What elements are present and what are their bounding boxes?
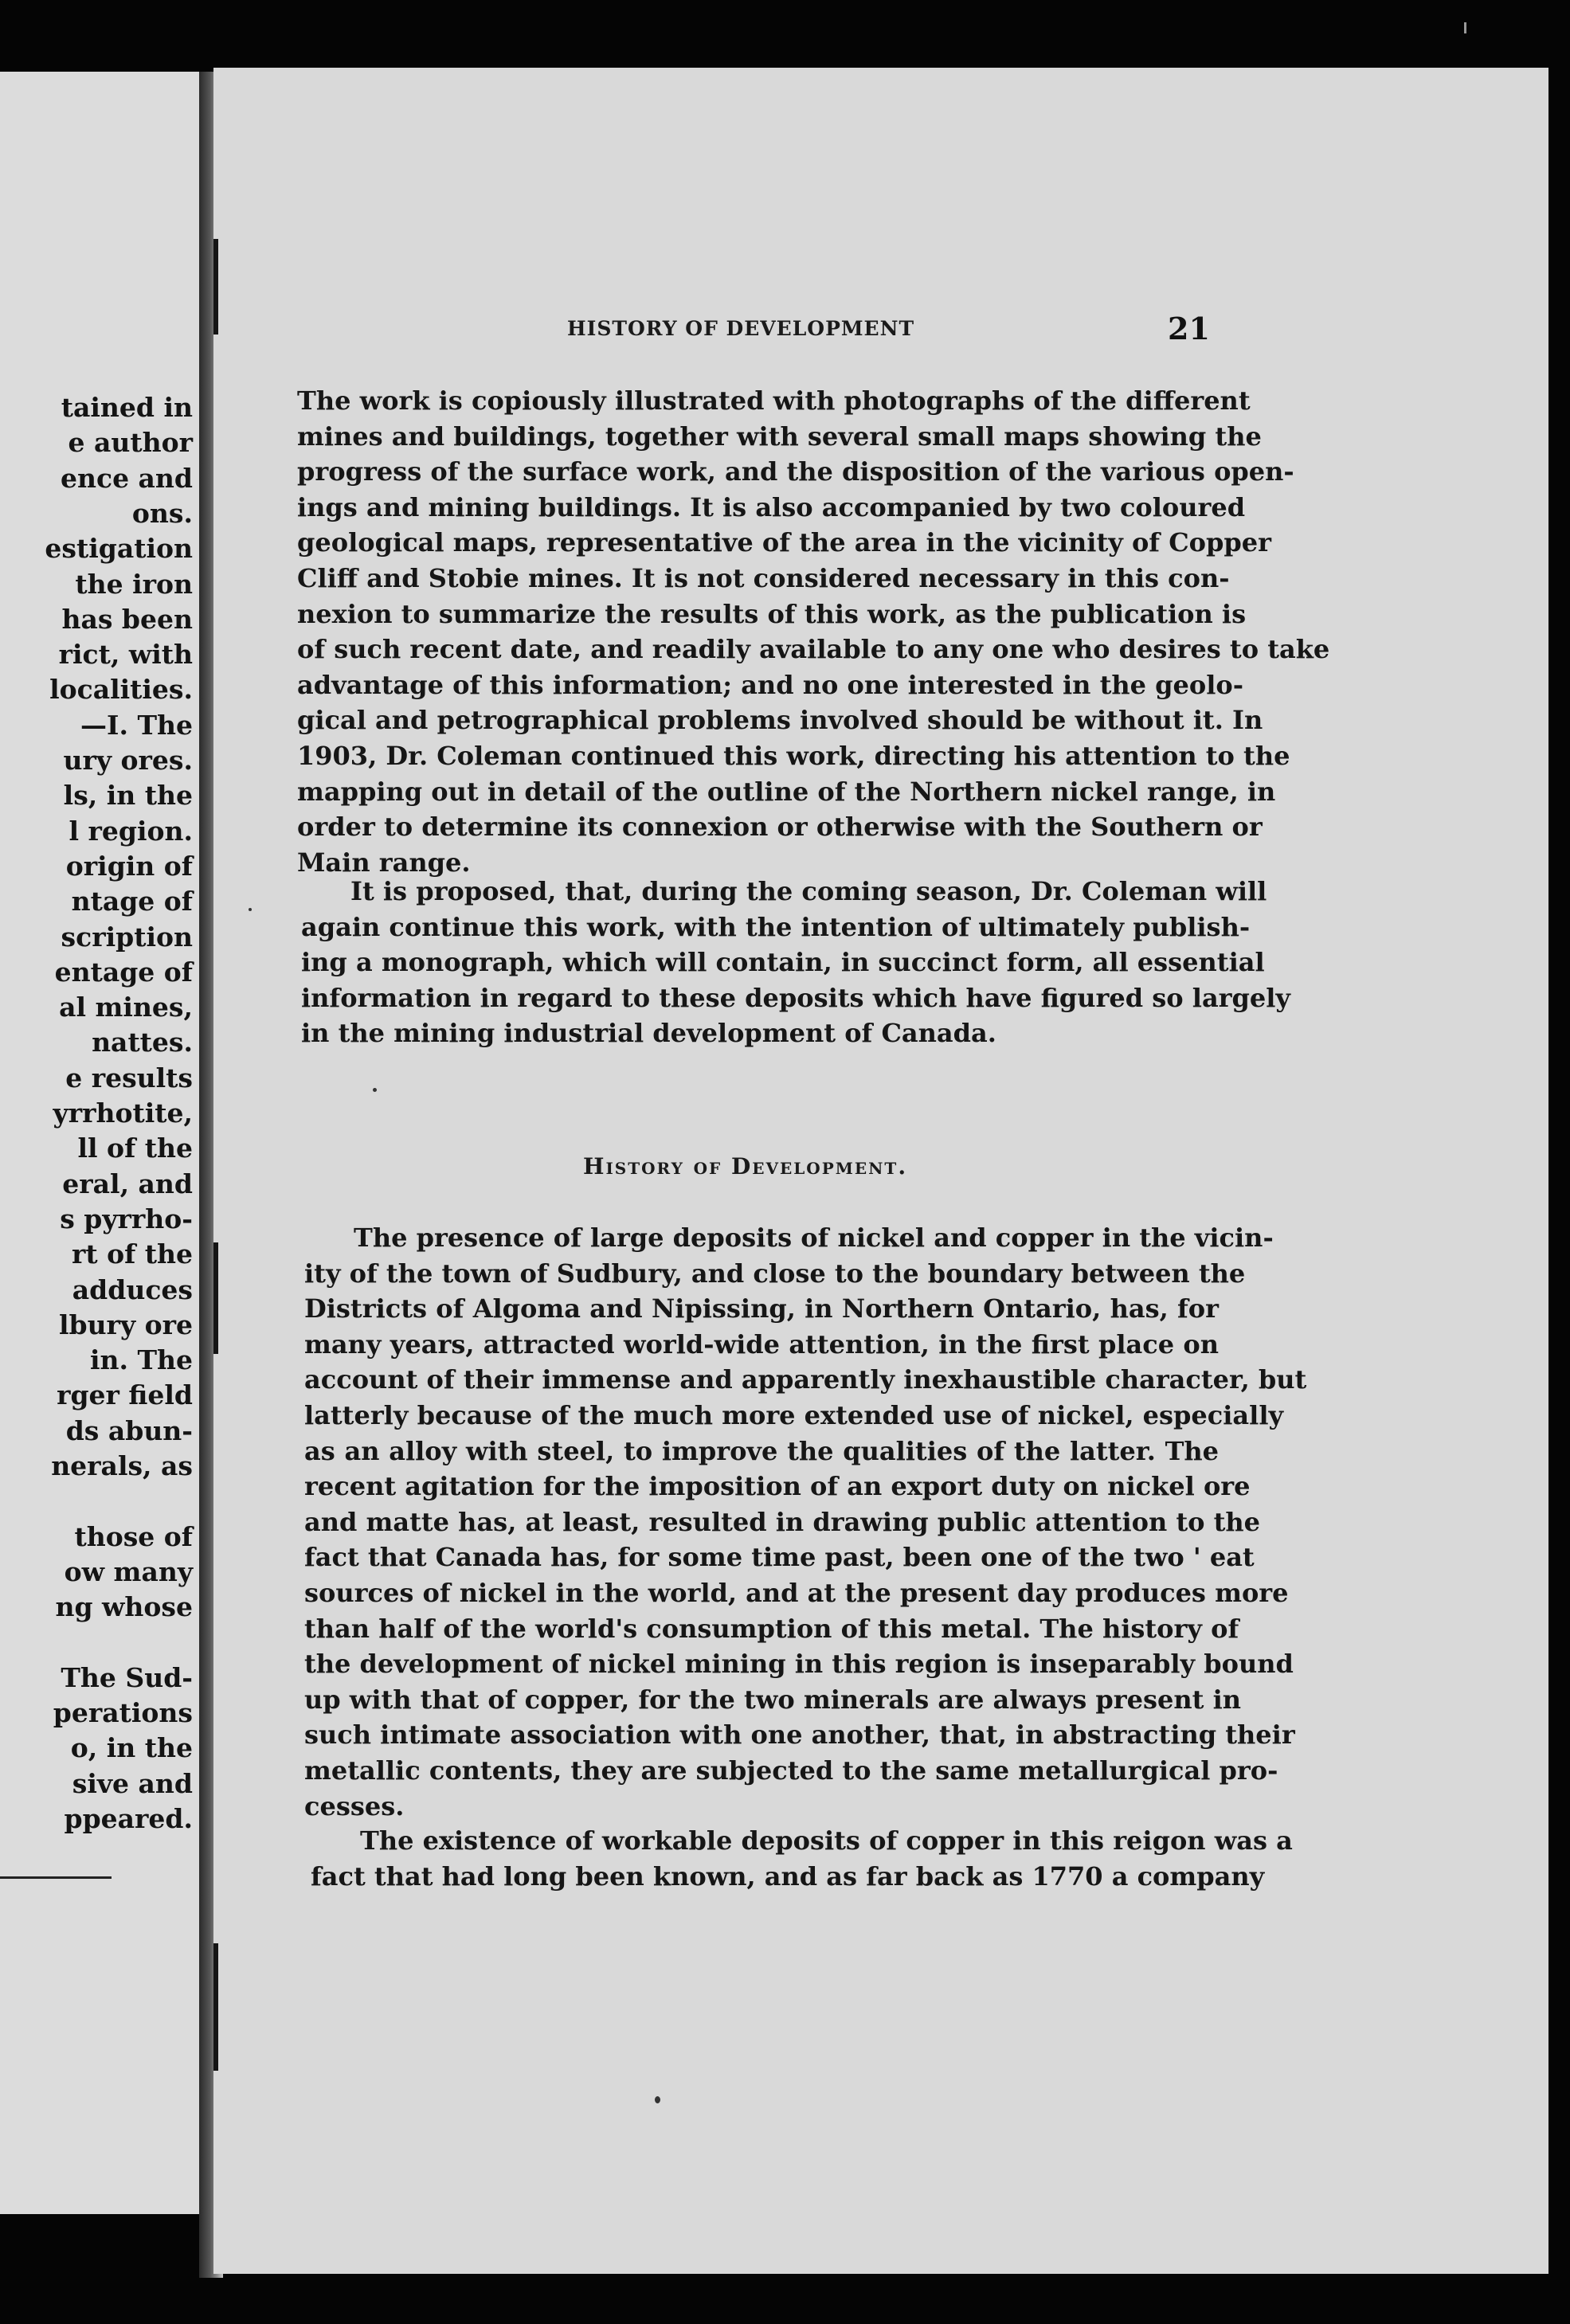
left-page-fragment: ence and [60, 462, 193, 494]
paragraph-1-line: The work is copiously illustrated with photographs of the different [297, 385, 1251, 416]
left-page-fragment: entage of [54, 956, 193, 988]
spine-mark [213, 1943, 218, 2071]
left-page-fragment: nerals, as [51, 1450, 193, 1481]
paragraph-3-line: recent agitation for the imposition of an export duty on nickel ore [304, 1471, 1251, 1502]
paragraph-3-line: cesses. [304, 1790, 405, 1821]
paragraph-2-line: in the mining industrial development of Canada. [301, 1018, 996, 1049]
paragraph-3-line: fact that Canada has, for some time past, been one of the two ' eat [304, 1542, 1255, 1573]
spine-mark [213, 1242, 218, 1354]
left-page-fragment: yrrhotite, [53, 1097, 193, 1129]
paragraph-4-line: The existence of workable deposits of copper in this reigon was a [360, 1825, 1293, 1856]
left-page-fragment: eral, and [62, 1168, 193, 1199]
left-page-fragment: e results [65, 1062, 193, 1094]
paragraph-3-line: account of their immense and apparently inexhaustible character, but [304, 1364, 1307, 1395]
section-title: History of Development. [583, 1153, 908, 1180]
left-page-fragment: tained in [61, 392, 193, 423]
paragraph-2-line: ing a monograph, which will contain, in succinct form, all essential [301, 947, 1265, 978]
paragraph-1-line: 1903, Dr. Coleman continued this work, directing his attention to the [297, 741, 1290, 771]
left-page-fragment: nattes. [92, 1027, 193, 1058]
left-page-fragment: ow many [64, 1555, 193, 1587]
left-page-fragment: sive and [72, 1767, 193, 1799]
left-page-fragment: e author [68, 427, 193, 459]
left-page-fragment: lbury ore [58, 1309, 193, 1340]
paragraph-3-line: ity of the town of Sudbury, and close to the boundary between the [304, 1258, 1246, 1289]
paragraph-1-line: mines and buildings, together with several small maps showing the [297, 421, 1262, 452]
paragraph-1-line: advantage of this information; and no one interested in the geolo- [297, 669, 1243, 700]
left-page-fragment: the iron [75, 568, 193, 600]
paragraph-3-line: as an alloy with steel, to improve the qualities of the latter. The [304, 1435, 1219, 1466]
ink-speck [373, 1088, 377, 1092]
left-page-fragment: has been [61, 603, 193, 635]
left-page-fragment: in. The [89, 1344, 193, 1376]
left-page-fragment: ds abun- [65, 1414, 193, 1446]
paragraph-3-line: The presence of large deposits of nickel and copper in the vicin- [354, 1223, 1274, 1253]
left-page-fragment: ntage of [71, 886, 193, 917]
paragraph-1-line: Main range. [297, 847, 471, 878]
left-page-fragment: scription [61, 921, 193, 953]
paragraph-3-line: many years, attracted world-wide attention, in the first place on [304, 1328, 1219, 1360]
paragraph-1-line: gical and petrographical problems involved should be without it. In [297, 705, 1263, 736]
left-page-fragment: l region. [69, 815, 193, 847]
paragraph-3-line: up with that of copper, for the two minerals are always present in [304, 1684, 1241, 1715]
left-page-fragment: rger field [57, 1379, 193, 1411]
paragraph-1-line: ings and mining buildings. It is also accompanied by two coloured [297, 491, 1246, 522]
paragraph-2-line: information in regard to these deposits which have figured so largely [301, 982, 1291, 1013]
left-page-fragment: ons. [131, 497, 193, 529]
paragraph-3-line: Districts of Algoma and Nipissing, in Northern Ontario, has, for [304, 1293, 1219, 1324]
left-page-fragment: localities. [49, 674, 193, 706]
paragraph-3-line: and matte has, at least, resulted in drawing public attention to the [304, 1506, 1261, 1537]
footnote-rule [0, 1876, 112, 1879]
left-page-fragment [0, 1484, 193, 1519]
left-page-fragment: those of [74, 1520, 193, 1552]
left-page-fragment: s pyrrho- [60, 1203, 193, 1234]
left-page-fragment: al mines, [59, 992, 193, 1023]
ink-speck [249, 908, 252, 911]
paragraph-1-line: of such recent date, and readily available to any one who desires to take [297, 634, 1330, 665]
running-head: HISTORY OF DEVELOPMENT [567, 317, 915, 340]
paragraph-2-line: It is proposed, that, during the coming season, Dr. Coleman will [350, 876, 1267, 906]
left-page-fragment: perations [53, 1697, 193, 1729]
paragraph-1-line: geological maps, representative of the area in the vicinity of Copper [297, 527, 1271, 558]
left-page-fragment: rt of the [71, 1238, 193, 1270]
spine-mark [213, 239, 218, 335]
ink-speck [655, 2096, 660, 2103]
left-page-fragment [0, 1626, 193, 1661]
scan-artifact [1464, 22, 1466, 33]
paragraph-3-line: metallic contents, they are subjected to the same metallurgical pro- [304, 1755, 1278, 1786]
paragraph-4-line: fact that had long been known, and as far back as 1770 a company [311, 1860, 1265, 1892]
left-page-fragment: origin of [65, 850, 193, 882]
left-page-fragment: ury ores. [63, 745, 193, 776]
left-page-fragment: ppeared. [64, 1803, 193, 1834]
left-page-fragment: ng whose [55, 1591, 193, 1623]
left-page-fragment: o, in the [70, 1732, 193, 1764]
paragraph-1-line: progress of the surface work, and the disposition of the various open- [297, 456, 1294, 487]
paragraph-3-line: than half of the world's consumption of this metal. The history of [304, 1613, 1239, 1644]
paragraph-3-line: such intimate association with one another, that, in abstracting their [304, 1720, 1295, 1751]
left-page-fragment: The Sud- [61, 1661, 193, 1693]
left-page-fragment: adduces [72, 1274, 193, 1305]
left-page-fragment: ls, in the [63, 780, 193, 812]
paragraph-1-line: mapping out in detail of the outline of the Northern nickel range, in [297, 776, 1276, 807]
paragraph-3-line: the development of nickel mining in this region is inseparably bound [304, 1649, 1294, 1680]
paragraph-3-line: sources of nickel in the world, and at the present day produces more [304, 1578, 1289, 1608]
paragraph-1-line: order to determine its connexion or otherwise with the Southern or [297, 812, 1263, 843]
left-page-fragment: estigation [45, 533, 193, 565]
paragraph-2-line: again continue this work, with the intention of ultimately publish- [301, 911, 1251, 942]
left-page-fragment: —I. The [80, 709, 193, 741]
left-page-fragment: ll of the [77, 1133, 193, 1164]
page-number: 21 [1168, 311, 1210, 346]
paragraph-1-line: Cliff and Stobie mines. It is not considered necessary in this con- [297, 563, 1230, 593]
paragraph-1-line: nexion to summarize the results of this work, as the publication is [297, 598, 1247, 629]
paragraph-3-line: latterly because of the much more extended use of nickel, especially [304, 1400, 1284, 1430]
left-page-fragment: rict, with [58, 639, 193, 671]
